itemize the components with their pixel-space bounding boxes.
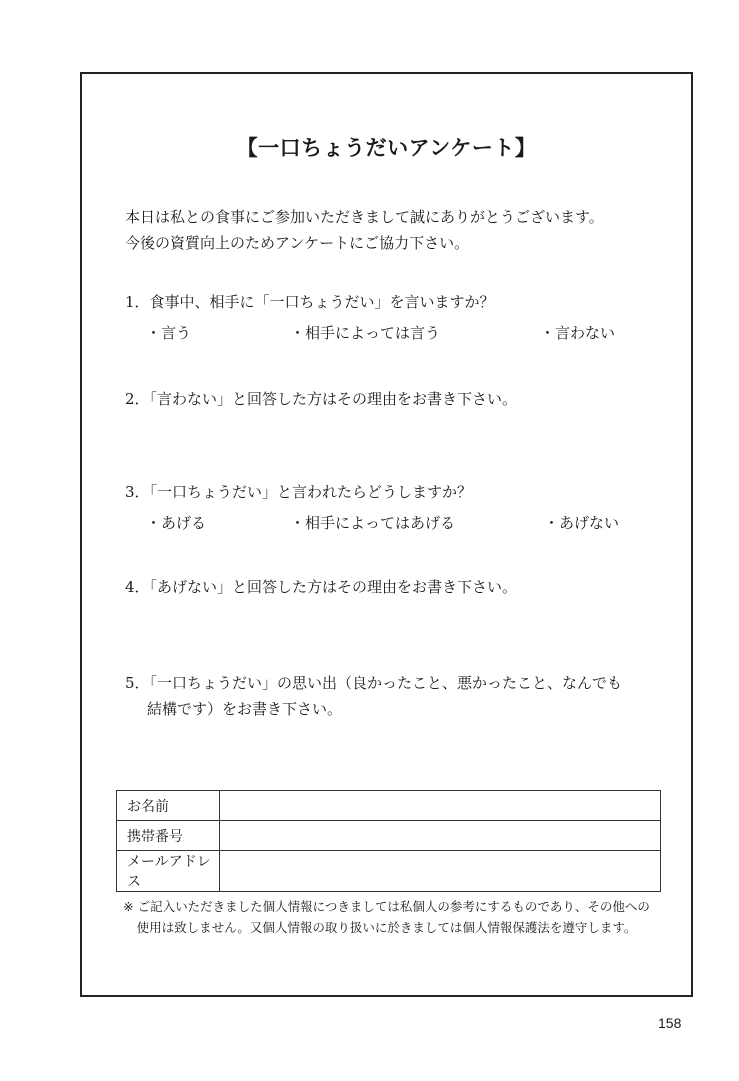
option-say-depending[interactable]: ・相手によっては言う (290, 324, 441, 342)
question-1-options (82, 322, 691, 346)
question-3-options (82, 512, 691, 536)
intro-text (125, 204, 604, 256)
email-field[interactable] (220, 851, 661, 892)
question-4: 4．「あげない」と回答した方はその理由をお書き下さい。 (125, 578, 518, 596)
option-give-depending[interactable]: ・相手によってはあげる (290, 514, 456, 532)
table-row (117, 851, 661, 892)
option-say[interactable]: ・言う (146, 324, 192, 342)
option-not-give[interactable]: ・あげない (544, 514, 620, 532)
answer-area-5[interactable] (125, 726, 665, 781)
name-field[interactable] (220, 791, 661, 821)
email-label: メールアドレス (117, 851, 220, 892)
answer-area-4[interactable] (125, 602, 665, 662)
answer-area-2[interactable] (125, 414, 665, 474)
name-label: お名前 (117, 791, 220, 821)
privacy-note-line-1: ※ ご記入いただきました個人情報につきましては私個人の参考にするものであり、その他への (123, 899, 650, 914)
page-number: 158 (658, 1015, 682, 1031)
option-give[interactable]: ・あげる (146, 514, 207, 532)
question-5 (125, 670, 622, 722)
question-2: 2．「言わない」と回答した方はその理由をお書き下さい。 (125, 390, 518, 408)
table-row (117, 791, 661, 821)
question-3: 3．「一口ちょうだい」と言われたらどうしますか？ (125, 483, 473, 501)
phone-field[interactable] (220, 821, 661, 851)
contact-table (116, 790, 661, 892)
intro-line-2: 今後の資質向上のためアンケートにご協力下さい。 (125, 234, 470, 252)
question-5-line-1: 5．「一口ちょうだい」の思い出（良かったこと、悪かったこと、なんでも (125, 674, 623, 692)
survey-frame (80, 72, 693, 997)
intro-line-1: 本日は私との食事にご参加いただきまして誠にありがとうございます。 (125, 208, 604, 226)
survey-title: 【一口ちょうだいアンケート】 (236, 136, 537, 160)
question-5-line-2: 結構です）をお書き下さい。 (147, 700, 343, 718)
table-row (117, 821, 661, 851)
phone-label: 携帯番号 (117, 821, 220, 851)
privacy-note (82, 896, 691, 938)
option-not-say[interactable]: ・言わない (540, 324, 616, 342)
question-1: 1．食事中、相手に「一口ちょうだい」を言いますか？ (125, 293, 495, 311)
privacy-note-line-2: 使用は致しません。又個人情報の取り扱いに於きましては個人情報保護法を遵守します。 (136, 920, 637, 935)
